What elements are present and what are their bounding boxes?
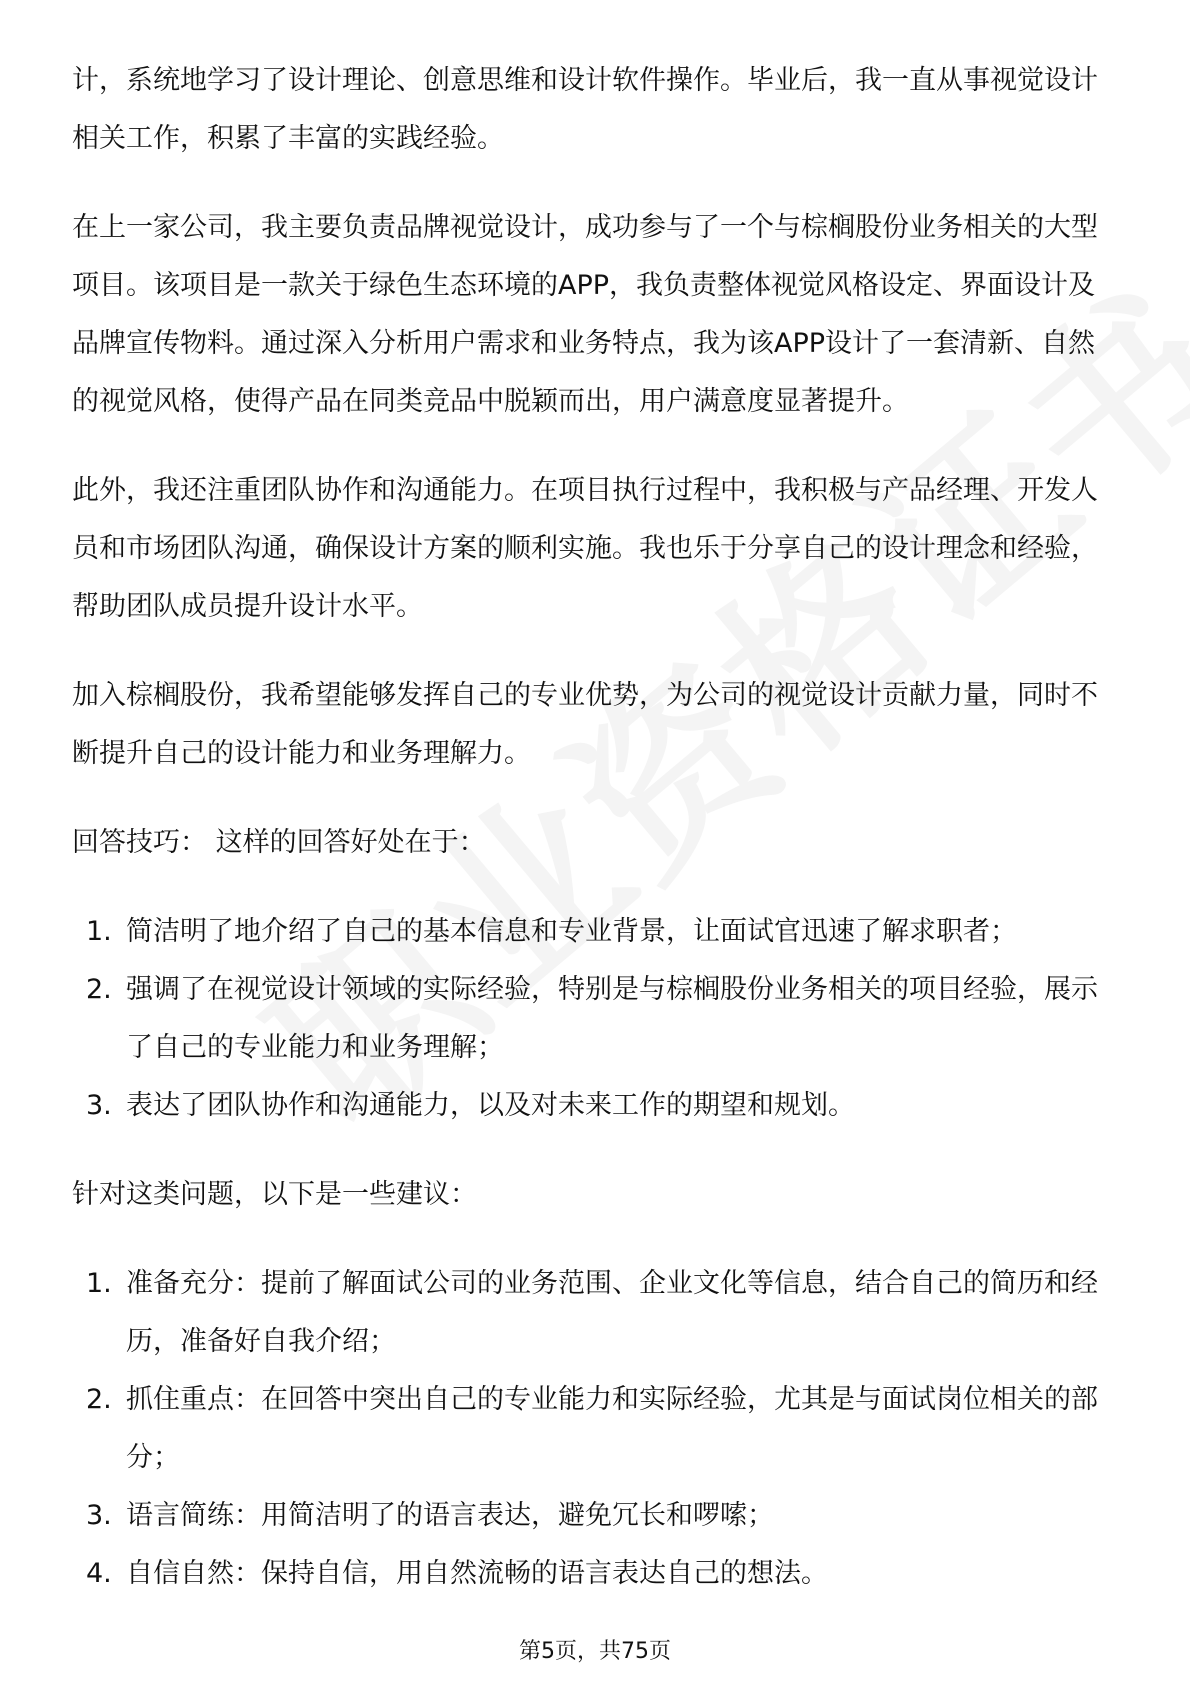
list-number: 2. [86,974,112,1005]
paragraph-teamwork: 此外，我还注重团队协作和沟通能力。在项目执行过程中，我积极与产品经理、开发人员和市场团队沟通，确保设计方案的顺利实施。我也乐于分享自己的设计理念和经验，帮助团队成员提升设计水平。 [72,475,1098,622]
tips-list [72,903,1118,1135]
page-number: 第5页，共75页 [519,1639,671,1664]
list-text: 简洁明了地介绍了自己的基本信息和专业背景，让面试官迅速了解求职者； [126,916,1017,947]
list-item [72,1545,1118,1603]
list-text: 准备充分：提前了解面试公司的业务范围、企业文化等信息，结合自己的简历和经历，准备好自我介绍； [126,1268,1098,1357]
list-number: 3. [86,1500,112,1531]
list-item [72,1487,1118,1545]
list-number: 2. [86,1384,112,1415]
advice-heading: 针对这类问题，以下是一些建议： [72,1179,477,1210]
list-text: 强调了在视觉设计领域的实际经验，特别是与棕榈股份业务相关的项目经验，展示了自己的专业能力和业务理解； [126,974,1098,1063]
list-text: 语言简练：用简洁明了的语言表达，避免冗长和啰嗦； [126,1500,774,1531]
list-number: 1. [86,916,112,947]
list-number: 4. [86,1558,112,1589]
list-item [72,1255,1118,1371]
paragraph-education: 计，系统地学习了设计理论、创意思维和设计软件操作。毕业后，我一直从事视觉设计相关工作，积累了丰富的实践经验。 [72,65,1098,154]
tips-heading: 回答技巧： 这样的回答好处在于： [72,827,486,858]
list-number: 1. [86,1268,112,1299]
list-item [72,903,1118,961]
document-body [72,52,1118,1634]
paragraph-goal: 加入棕榈股份，我希望能够发挥自己的专业优势，为公司的视觉设计贡献力量，同时不断提升自己的设计能力和业务理解力。 [72,680,1098,769]
list-text: 表达了团队协作和沟通能力，以及对未来工作的期望和规划。 [126,1090,855,1121]
advice-list [72,1255,1118,1603]
list-number: 3. [86,1090,112,1121]
list-item [72,961,1118,1077]
list-text: 自信自然：保持自信，用自然流畅的语言表达自己的想法。 [126,1558,828,1589]
list-item [72,1371,1118,1487]
paragraph-previous-project: 在上一家公司，我主要负责品牌视觉设计，成功参与了一个与棕榈股份业务相关的大型项目。该项目是一款关于绿色生态环境的APP，我负责整体视觉风格设定、界面设计及品牌宣传物料。通过深入分析用户需求和业务特点，我为该APP设计了一套清新、自然的视觉风格，使得产品在同类竞品中脱颖而出，用户满意度显著提升。 [72,212,1098,417]
list-text: 抓住重点：在回答中突出自己的专业能力和实际经验，尤其是与面试岗位相关的部分； [126,1384,1098,1473]
list-item [72,1077,1118,1135]
